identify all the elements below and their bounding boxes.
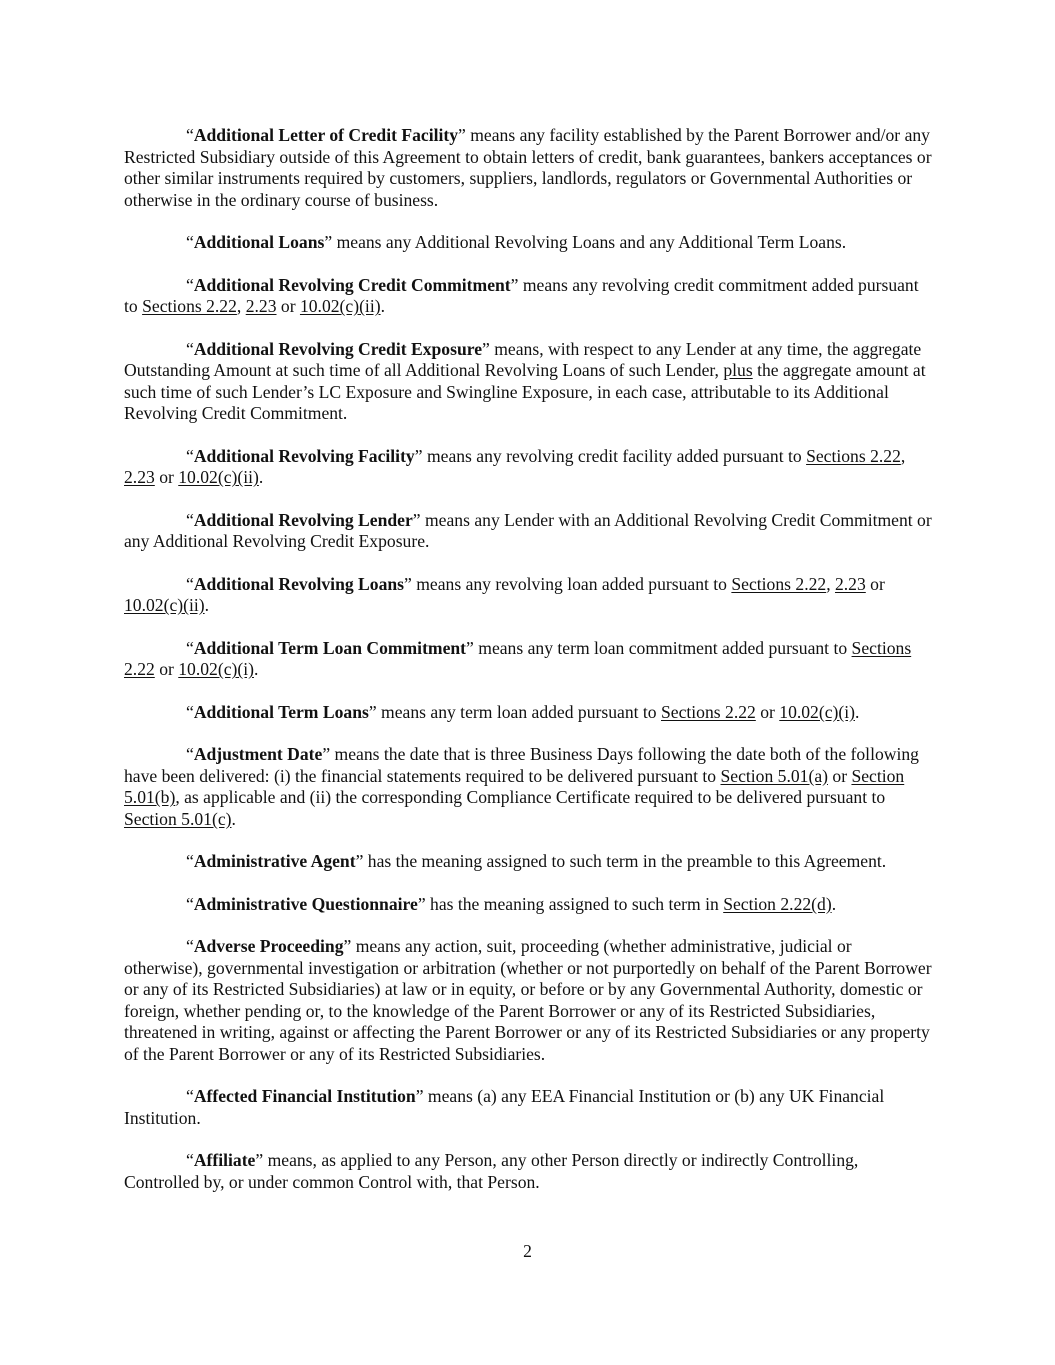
page-number: 2 xyxy=(523,1241,532,1261)
definition-text: has the meaning assigned to such term in xyxy=(425,893,724,914)
definition-text: . xyxy=(831,893,837,914)
definition-paragraph: “Additional Revolving Facility” means any revolving credit facility added pursuant to Sections 2.22, 2.23 or 10.02(c)(ii). xyxy=(124,445,906,488)
section-reference: Sections 2.22 xyxy=(731,573,827,594)
definition-text: or xyxy=(828,765,852,786)
definition-text: means any term loan commitment added pursuant to xyxy=(473,637,852,658)
section-reference: Sections 2.22 xyxy=(142,296,237,317)
definition-text: or xyxy=(154,467,179,488)
defined-term: Administrative Questionnaire xyxy=(193,893,418,914)
definition-paragraph: “Additional Revolving Credit Commitment” means any revolving credit commitment added pursuant to Sections 2.22, 2.23 or 10.02(c)(ii). xyxy=(124,274,919,317)
definition-paragraph: “Affected Financial Institution” means (a) any EEA Financial Institution or (b) any UK Financial Institution. xyxy=(124,1086,885,1128)
definition-text: , xyxy=(826,573,835,594)
definition-text: means any term loan added pursuant to xyxy=(376,701,661,722)
defined-term: Additional Revolving Facility xyxy=(193,445,415,466)
definition-text: means any revolving credit facility added pursuant to xyxy=(422,445,807,466)
definition-text: , as applicable and (ii) the corresponding Compliance Certificate required to be delivered pursuant to xyxy=(175,787,886,808)
defined-term: Additional Loans xyxy=(193,232,325,253)
section-reference: Section 2.22(d) xyxy=(723,893,832,914)
definition-text: means, as applied to any Person, any other Person directly or indirectly Controlling, Controlled by, or under common Control with, that Person. xyxy=(124,1150,859,1192)
definition-paragraph: “Administrative Questionnaire” has the meaning assigned to such term in Section 2.22(d). xyxy=(186,893,837,914)
definition-text: , xyxy=(236,296,246,317)
section-reference: 2.23 xyxy=(124,467,155,488)
definition-paragraph: “Additional Term Loan Commitment” means any term loan commitment added pursuant to Sections 2.22 or 10.02(c)(i). xyxy=(124,637,912,680)
definition-text: means any action, suit, proceeding (whether administrative, judicial or otherwise), governmental investigation or arbitration (whether or not purportedly on behalf of the Parent Borrower or any of its Restricted Subsidiaries) at law or in equity, or before or by any Governmental Authority, domestic or foreign, whether pending or, to the knowledge of the Parent Borrower or any of its Restricted Subsidiaries, threatened in writing, against or affecting the Parent Borrower or any of its Restricted Subsidiaries or any property of the Parent Borrower or any of its Restricted Subsidiaries. xyxy=(124,936,932,1064)
definition-text: or xyxy=(276,296,300,317)
defined-term: Additional Revolving Lender xyxy=(193,509,413,530)
definition-text: . xyxy=(380,296,385,317)
section-reference: Section 5.01(c) xyxy=(124,808,232,829)
definitions-list xyxy=(124,125,934,1214)
section-reference: Section 5.01(b) xyxy=(124,765,905,808)
section-reference: Section 5.01(a) xyxy=(720,765,828,786)
definition-text: . xyxy=(204,595,210,616)
section-reference: 10.02(c)(i) xyxy=(779,701,855,722)
definition-text: means any Lender with an Additional Revolving Credit Commitment or any Additional Revolving Credit Exposure. xyxy=(124,509,932,552)
definition-text: means any revolving loan added pursuant to xyxy=(411,573,732,594)
definition-text: means any Additional Revolving Loans and any Additional Term Loans. xyxy=(332,232,847,253)
definition-paragraph: “Additional Letter of Credit Facility” means any facility established by the Parent Borrower and/or any Restricted Subsidiary outside of this Agreement to obtain letters of credit, bank guarantees, bankers acceptances or other similar instruments required by customers, suppliers, landlords, regulators or Governmental Authorities or otherwise in the ordinary course of business. xyxy=(124,125,932,210)
definition-paragraph: “Additional Term Loans” means any term loan added pursuant to Sections 2.22 or 10.02(c)(i). xyxy=(186,701,860,722)
section-reference: Sections 2.22 xyxy=(124,637,912,680)
definition-paragraph: “Administrative Agent” has the meaning assigned to such term in the preamble to this Agreement. xyxy=(186,851,887,872)
definition-text: means, with respect to any Lender at any time, the aggregate Outstanding Amount at such time of all Additional Revolving Loans of such Lender, xyxy=(124,338,922,381)
section-reference: 2.23 xyxy=(834,573,866,594)
defined-term: Adjustment Date xyxy=(193,744,323,765)
section-reference: 10.02(c)(ii) xyxy=(299,296,381,317)
section-reference: Sections 2.22 xyxy=(661,701,756,722)
definition-text: means the date that is three Business Days following the date both of the following have been delivered: (i) the financial statements required to be delivered pursuant to xyxy=(124,744,919,786)
section-reference: Sections 2.22 xyxy=(806,445,901,466)
defined-term: Affected Financial Institution xyxy=(193,1086,416,1107)
definition-text: . xyxy=(258,467,264,488)
definition-paragraph: “Additional Revolving Loans” means any revolving loan added pursuant to Sections 2.22, 2.23 or 10.02(c)(ii). xyxy=(124,573,885,616)
defined-term: Additional Term Loans xyxy=(193,701,369,722)
definition-text: . xyxy=(854,701,860,722)
definition-text: . xyxy=(231,808,236,829)
defined-term: Administrative Agent xyxy=(193,851,356,872)
defined-term: Additional Revolving Credit Commitment xyxy=(193,274,511,295)
defined-term: Adverse Proceeding xyxy=(193,936,344,956)
defined-term: Additional Revolving Credit Exposure xyxy=(193,338,483,359)
definition-text: means any revolving credit commitment added pursuant to xyxy=(124,274,919,317)
definition-text: or xyxy=(154,659,179,680)
definition-paragraph: “Adverse Proceeding” means any action, suit, proceeding (whether administrative, judicial or otherwise), governmental investigation or arbitration (whether or not purportedly on behalf of the Parent Borrower or any of its Restricted Subsidiaries) at law or in equity, or before or by any Governmental Authority, domestic or foreign, whether pending or, to the knowledge of the Parent Borrower or any of its Restricted Subsidiaries, threatened in writing, against or affecting the Parent Borrower or any of its Restricted Subsidiaries or any property of the Parent Borrower or any of its Restricted Subsidiaries. xyxy=(124,936,932,1064)
definition-text: . xyxy=(253,659,259,680)
section-reference: 10.02(c)(ii) xyxy=(178,467,259,488)
definition-text: or xyxy=(755,701,780,722)
defined-term: Affiliate xyxy=(193,1150,256,1171)
section-reference: 2.23 xyxy=(245,296,277,317)
definition-paragraph: “Additional Loans” means any Additional Revolving Loans and any Additional Term Loans. xyxy=(186,232,847,253)
defined-term: Additional Term Loan Commitment xyxy=(193,637,467,658)
definition-text: , xyxy=(900,445,906,466)
definition-text: has the meaning assigned to such term in the preamble to this Agreement. xyxy=(363,851,887,872)
definition-text: or xyxy=(865,573,885,594)
section-reference: plus xyxy=(723,360,753,381)
definition-paragraph: “Additional Revolving Lender” means any Lender with an Additional Revolving Credit Commitment or any Additional Revolving Credit Exposure. xyxy=(124,509,932,552)
definition-paragraph: “Affiliate” means, as applied to any Person, any other Person directly or indirectly Controlling, Controlled by, or under common Control with, that Person. xyxy=(124,1150,859,1192)
defined-term: Additional Letter of Credit Facility xyxy=(193,125,459,145)
definition-text: means any facility established by the Parent Borrower and/or any Restricted Subsidiary outside of this Agreement to obtain letters of credit, bank guarantees, bankers acceptances or other similar instruments required by customers, suppliers, landlords, regulators or Governmental Authorities or otherwise in the ordinary course of business. xyxy=(124,125,932,210)
section-reference: 10.02(c)(ii) xyxy=(124,595,205,616)
definition-text: means (a) any EEA Financial Institution or (b) any UK Financial Institution. xyxy=(124,1086,885,1128)
section-reference: 10.02(c)(i) xyxy=(178,659,254,680)
definition-paragraph: “Additional Revolving Credit Exposure” means, with respect to any Lender at any time, the aggregate Outstanding Amount at such time of all Additional Revolving Loans of such Lender, plus the aggregate amount at such time of such Lender’s LC Exposure and Swingline Exposure, in each case, attributable to its Additional Revolving Credit Commitment. xyxy=(124,338,926,424)
definition-paragraph: “Adjustment Date” means the date that is three Business Days following the date both of the following have been delivered: (i) the financial statements required to be delivered pursuant to Section 5.01(a) or Section 5.01(b), as applicable and (ii) the corresponding Compliance Certificate required to be delivered pursuant to Section 5.01(c). xyxy=(124,744,919,829)
definition-text: the aggregate amount at such time of such Lender’s LC Exposure and Swingline Exposure, in each case, attributable to its Additional Revolving Credit Commitment. xyxy=(124,360,926,424)
defined-term: Additional Revolving Loans xyxy=(193,573,405,594)
